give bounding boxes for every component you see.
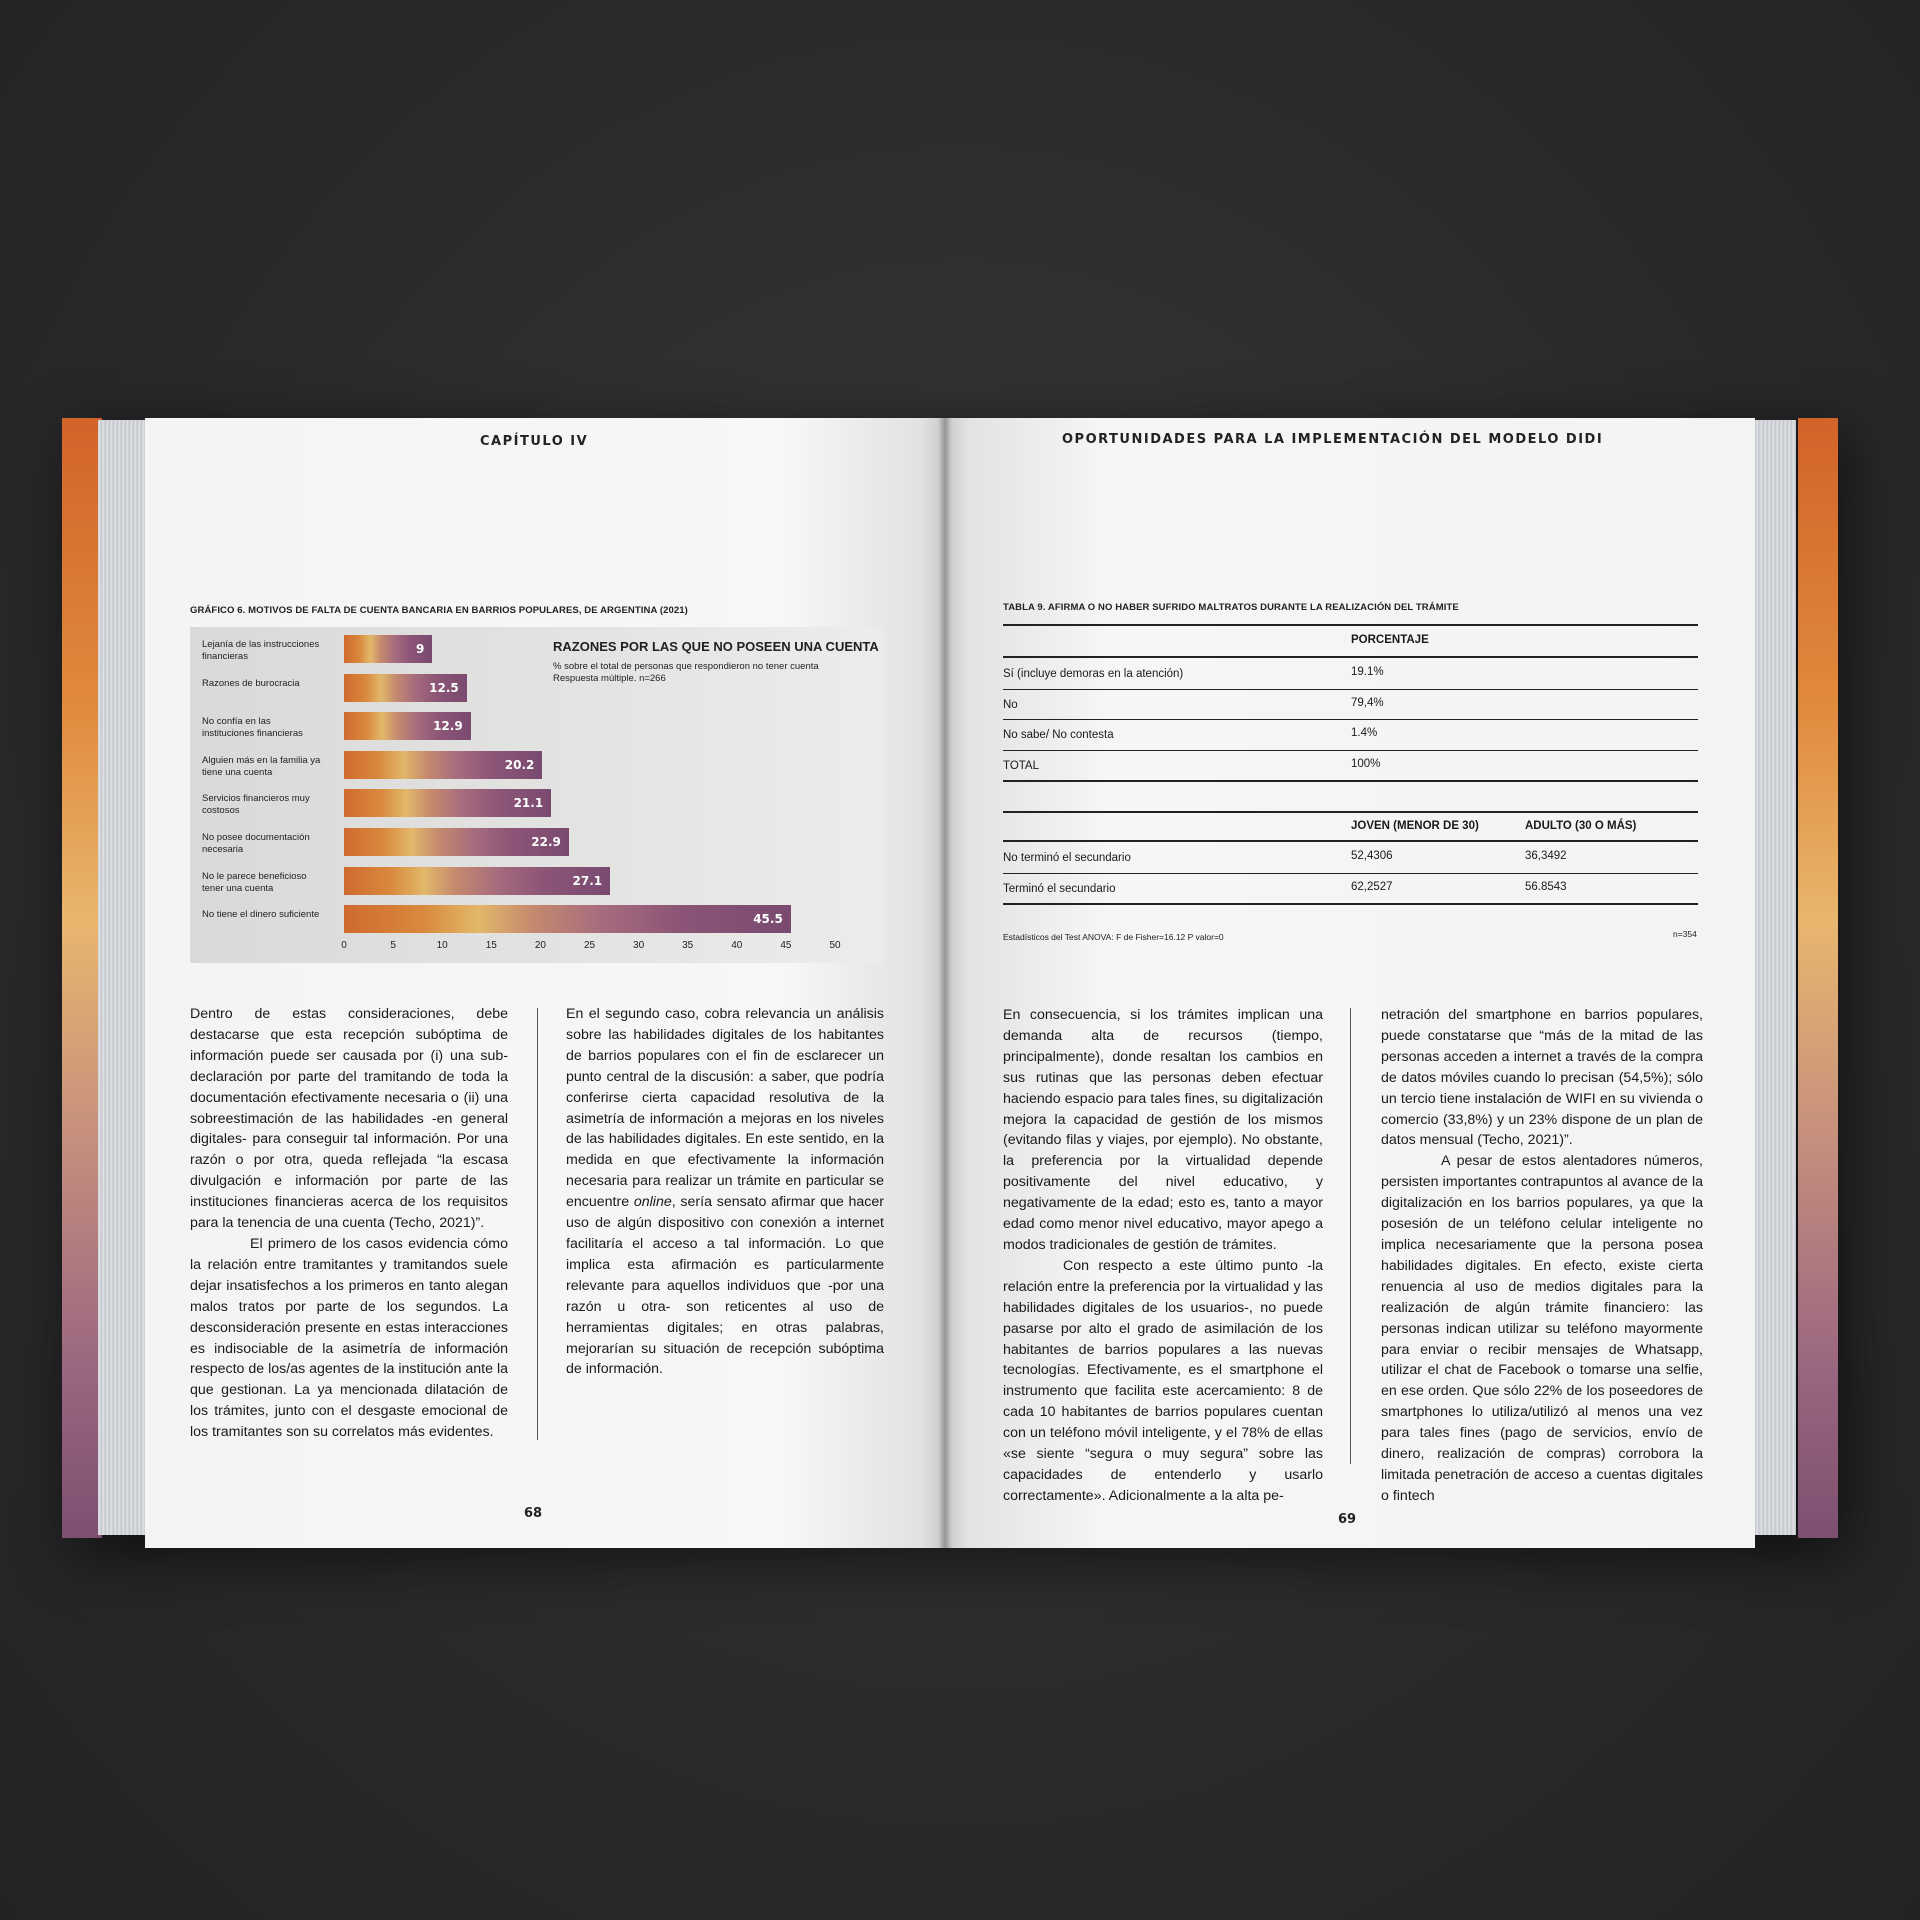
- table-cell-value: 79,4%: [1351, 696, 1384, 709]
- sample-size-note: n=354: [1673, 929, 1697, 939]
- chart-subtitle-line: % sobre el total de personas que respondieron no tener cuenta: [553, 661, 819, 672]
- paragraph: netración del smartphone en barrios populares, puede constatarse que “más de la mitad de las personas acceden a internet a través de la compra de datos móviles cuando lo precisan (54,5%); sólo un tercio tiene instalación de WIFI en su vivienda o comercio (33,8%) y un 23% dispone de un plan de datos mensual (Techo, 2021)”.: [1381, 1007, 1703, 1149]
- table-rule: [1003, 811, 1698, 813]
- category-label: No posee documentación necesaria: [202, 832, 310, 855]
- category-label: No confía en las instituciones financieras: [202, 716, 303, 740]
- category-label: Servicios financieros muy costosos: [202, 793, 310, 817]
- right-col-2: [1381, 1005, 1703, 1507]
- table-cell-value: 1.4%: [1351, 727, 1378, 739]
- category-label: Razones de burocracia: [202, 677, 300, 689]
- table-rule: [1003, 624, 1698, 626]
- bar-value-label: 9: [416, 642, 425, 656]
- table-row-label: Sí (incluye demoras en la atención): [1003, 668, 1184, 680]
- book-cover-left: [62, 418, 102, 1538]
- bar-value-label: 22.9: [531, 835, 561, 849]
- column-rule: [1350, 1008, 1351, 1464]
- table-caption: TABLA 9. AFIRMA O NO HABER SUFRIDO MALTRATOS DURANTE LA REALIZACIÓN DEL TRÁMITE: [1003, 602, 1459, 613]
- bar-value-label: 27.1: [572, 873, 603, 888]
- left-col-1: [190, 1004, 508, 1443]
- bar-value-label: 20.2: [504, 757, 535, 772]
- table-row-label: No: [1003, 698, 1018, 711]
- bar-value-label: 12.9: [433, 719, 463, 734]
- stats-note: Estadísticos del Test ANOVA: F de Fisher=16.12 P valor=0: [1003, 932, 1224, 942]
- text-run: , sería sensato afirmar que hacer uso de algún dispositivo con conexión a internet facilitaría el acceso a tal información. Lo que implica esta afirmación es particularmente relevante para aquellos individuos que -por una razón u otra- son reticentes al uso de herramientas digitales; en otras palabras, mejorarían su situación de recepción subóptima de información.: [566, 1194, 884, 1378]
- x-tick-label: 25: [583, 940, 596, 951]
- text-run-italic: online: [633, 1194, 672, 1211]
- table-rule: [1003, 780, 1698, 782]
- x-tick-label: 50: [829, 940, 841, 951]
- table-row-label: No sabe/ No contesta: [1003, 729, 1114, 741]
- figure-caption: GRÁFICO 6. MOTIVOS DE FALTA DE CUENTA BANCARIA EN BARRIOS POPULARES, DE ARGENTINA (2021): [190, 605, 688, 616]
- table-cell-value: 52,4306: [1351, 850, 1393, 862]
- page-edges-right: [1748, 420, 1796, 1535]
- page-edges-left: [98, 420, 146, 1535]
- table-rule: [1003, 903, 1698, 905]
- table-cell-value: 19.1%: [1351, 666, 1384, 678]
- bar-value-label: 12.5: [429, 680, 459, 695]
- table-header-porcentaje: PORCENTAJE: [1351, 634, 1429, 646]
- chart-note: Respuesta múltiple. n=266: [553, 673, 666, 684]
- left-col-2: [566, 1004, 884, 1380]
- table-rule: [1003, 689, 1698, 690]
- table-row-label: No terminó el secundario: [1003, 852, 1131, 864]
- table-header-joven: JOVEN (MENOR DE 30): [1351, 820, 1479, 832]
- table-header-adulto: ADULTO (30 O MÁS): [1525, 820, 1637, 832]
- x-tick-label: 30: [633, 940, 645, 951]
- table-cell-value: 62,2527: [1351, 880, 1393, 893]
- text-run: En el segundo caso, cobra relevancia un análisis sobre las habilidades digitales de los habitantes de barrios populares con el fin de esclarecer un punto central de la discusión: a saber, que podría conferirse cierta capacidad resolutiva de la asimetría de información a mejoras en los niveles de las habilidades digitales. En este sentido, en la medida en que efectivamente la información necesaria para realizar un trámite en particular se encuentre: [566, 1006, 884, 1211]
- paragraph: En consecuencia, si los trámites implican una demanda alta de recursos (tiempo, principalmente), donde resaltan los cambios en sus rutinas que las personas deben efectuar haciendo espacio para tales fines, su digitalización mejora la capacidad de gestión de los mismos (evitando filas y viajes, por ejemplo). No obstante, la preferencia por la virtualidad depende positivamente del nivel educativo, y negativamente de la edad; esto es, tanto a mayor edad como menor nivel educativo, mayor apego a modos tradicionales de gestión de trámites.: [1003, 1007, 1323, 1253]
- table-cell-value: 100%: [1351, 757, 1381, 770]
- table-rule: [1003, 656, 1698, 658]
- x-tick-label: 40: [731, 940, 743, 951]
- table-row-label: TOTAL: [1003, 759, 1039, 772]
- table-rule: [1003, 873, 1698, 874]
- book-gutter: [938, 418, 952, 1548]
- chart-title: RAZONES POR LAS QUE NO POSEEN UNA CUENTA: [553, 639, 879, 654]
- left-running-head: CAPÍTULO IV: [480, 434, 589, 449]
- table-rule: [1003, 750, 1698, 751]
- paragraph: El primero de los casos evidencia cómo la relación entre tramitantes y tramitandos suele dejar insatisfechos a los primeros en tanto alegan malos tratos por parte de los segundos. La desconsideración presente en estas interacciones es indisociable de la asimetría de información respecto de los/as agentes de la institución ante la que gestionan. La ya mencionada dilatación de los trámites, junto con el desgaste emocional de los tramitantes son su correlatos más evidentes.: [190, 1235, 508, 1441]
- bar-value-label: 45.5: [753, 912, 783, 927]
- right-running-head: OPORTUNIDADES PARA LA IMPLEMENTACIÓN DEL MODELO DIDI: [1062, 432, 1604, 447]
- category-label: Lejanía de las instrucciones financieras: [202, 639, 320, 662]
- x-tick-label: 15: [485, 940, 497, 951]
- table-row-label: Terminó el secundario: [1003, 882, 1116, 895]
- x-tick-label: 35: [682, 940, 694, 951]
- column-rule: [537, 1008, 538, 1440]
- category-label: No tiene el dinero suficiente: [202, 909, 320, 921]
- bar-value-label: 21.1: [513, 796, 544, 811]
- paragraph: A pesar de estos alentadores números, persisten importantes contrapuntos al avance de la digitalización en los barrios populares, ya que la posesión de un teléfono celular inteligente no implica necesariamente que la persona posea habilidades digitales. En efecto, existe cierta renuencia al uso de medios digitales para la realización de algún trámite financiero: las personas indican utilizar su teléfono mayormente para enviar o recibir mensajes de Whatsapp, utilizar el chat de Facebook o tomarse una selfie, en ese orden. Que sólo 22% de los poseedores de smartphones lo utiliza/utilizó al menos una vez para tales fines (pago de servicios, envío de dinero, realización de compras) corrobora la limitada penetración de acceso a cuentas digitales o fintech: [1381, 1153, 1703, 1504]
- table-cell-value: 36,3492: [1525, 850, 1567, 862]
- right-folio: 69: [1338, 1512, 1357, 1527]
- x-tick-label: 0: [341, 940, 347, 951]
- book-cover-right: [1798, 418, 1838, 1538]
- category-label: Alguien más en la familia ya tiene una cuenta: [202, 754, 321, 778]
- paragraph: [566, 1004, 884, 1380]
- right-col-1: [1003, 1005, 1323, 1507]
- category-label: No le parece beneficioso tener una cuenta: [202, 870, 307, 894]
- x-tick-label: 20: [534, 940, 546, 951]
- chart-subtitle: [553, 661, 853, 685]
- table-cell-value: 56.8543: [1525, 880, 1567, 893]
- x-tick-label: 45: [780, 940, 792, 951]
- paragraph: Dentro de estas consideraciones, debe destacarse que esta recepción subóptima de información puede ser causada por (i) una sub-declaración por parte del tramitando de toda la documentación efectivamente necesaria o (ii) una sobreestimación de las habilidades -en general digitales- para conseguir tal información. Por una razón o por otra, queda reflejada “la escasa divulgación e información por parte de las instituciones financieras acerca de los requisitos para la tenencia de una cuenta (Techo, 2021)”.: [190, 1006, 508, 1232]
- paragraph: Con respecto a este último punto -la relación entre la preferencia por la virtualidad y las habilidades digitales de los usuarios-, no puede pasarse por alto el grado de asimilación de los habitantes de barrios populares a las nuevas tecnologías. Efectivamente, es el smartphone el instrumento que facilita este acercamiento: 8 de cada 10 habitantes de barrios populares cuentan con un teléfono móvil inteligente, y el 78% de ellas «se siente “segura o muy segura” sobre las capacidades de entenderlo y usarlo correctamente». Adicionalmente a la alta pe-: [1003, 1257, 1323, 1504]
- x-tick-label: 10: [436, 940, 448, 951]
- table-rule: [1003, 719, 1698, 720]
- table-rule: [1003, 840, 1698, 842]
- x-tick-label: 5: [390, 940, 396, 951]
- left-folio: 68: [524, 1506, 543, 1521]
